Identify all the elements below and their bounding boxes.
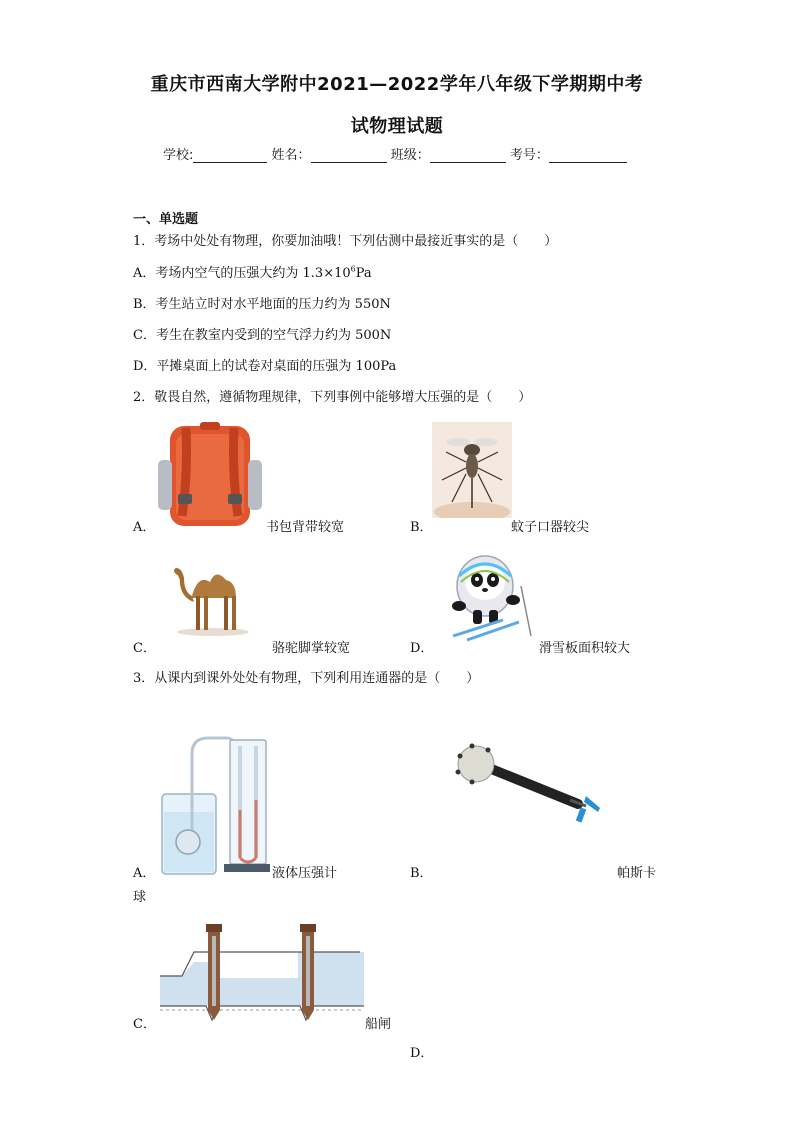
q1-option-a-unit: Pa	[355, 266, 372, 281]
q3-option-d-letter: D．	[410, 1046, 434, 1061]
q1-option-d: D．平摊桌面上的试卷对桌面的压强为 100Pa	[133, 359, 397, 374]
page-title-line2: 试物理试题	[350, 116, 444, 137]
q3-option-b-label: 帕斯卡	[617, 866, 657, 881]
q1-option-b: B．考生站立时对水平地面的压力约为 550N	[133, 297, 391, 312]
ski-panda-image	[433, 546, 537, 642]
q3-option-c-label: 船闸	[365, 1017, 392, 1032]
class-blank[interactable]	[430, 149, 506, 163]
q2-option-d-letter: D．	[410, 641, 434, 656]
q2-option-a-letter: A．	[133, 520, 156, 535]
q3-stem: 3．从课内到课外处处有物理，下列利用连通器的是（ ）	[133, 671, 480, 686]
q2-option-a-label: 书包背带较宽	[266, 520, 345, 535]
q1-option-a-exponent: 6	[350, 264, 356, 274]
name-label: 姓名：	[271, 148, 311, 163]
q3-option-b-label-wrap: 球	[133, 890, 147, 905]
school-blank[interactable]	[193, 149, 267, 163]
q3-option-b-letter: B．	[410, 866, 433, 881]
camel-image	[170, 552, 256, 638]
q2-option-c-letter: C．	[133, 641, 156, 656]
q1-option-a-text: A．考场内空气的压强大约为 1.3×10	[133, 266, 351, 281]
q3-option-a-letter: A．	[133, 866, 156, 881]
q1-option-c: C．考生在教室内受到的空气浮力约为 500N	[133, 328, 392, 343]
school-label: 学校:	[163, 148, 194, 163]
q2-option-d-label: 滑雪板面积较大	[539, 641, 631, 656]
q2-option-b-letter: B．	[410, 520, 433, 535]
class-label: 班级：	[390, 148, 430, 163]
section-heading-single-choice: 一、单选题	[133, 212, 199, 227]
pascal-ball-image	[450, 742, 610, 826]
q1-option-a	[133, 266, 372, 282]
q2-stem: 2．敬畏自然，遵循物理规律，下列事例中能够增大压强的是（ ）	[133, 390, 532, 405]
liquid-pressure-gauge-image	[156, 734, 270, 876]
student-info-line	[163, 144, 627, 163]
q3-option-a-label: 液体压强计	[272, 866, 338, 881]
q2-option-b-label: 蚊子口器较尖	[511, 520, 590, 535]
page-title-line1: 重庆市西南大学附中2021—2022学年八年级下学期期中考	[150, 74, 644, 95]
name-blank[interactable]	[311, 149, 387, 163]
q3-option-c-letter: C．	[133, 1017, 156, 1032]
q2-option-c-label: 骆驼脚掌较宽	[272, 641, 351, 656]
ship-lock-image	[160, 920, 364, 1024]
mosquito-image	[432, 422, 512, 518]
q1-stem: 1．考场中处处有物理，你要加油哦！下列估测中最接近事实的是（ ）	[133, 234, 558, 249]
backpack-image	[152, 420, 268, 530]
number-blank[interactable]	[549, 149, 627, 163]
number-label: 考号：	[509, 148, 549, 163]
